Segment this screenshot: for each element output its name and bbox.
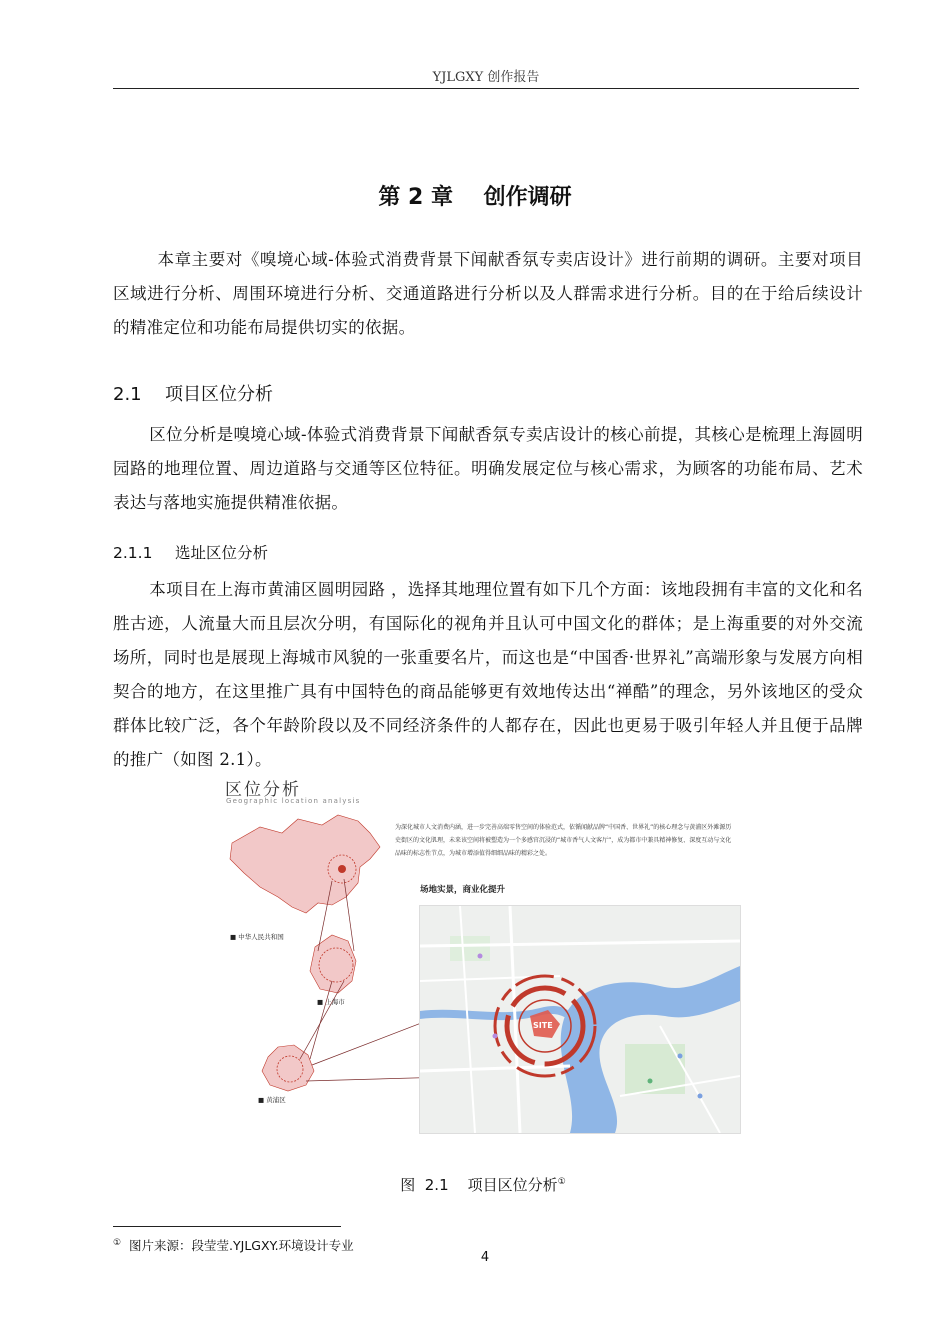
section-title: 项目区位分析 xyxy=(165,384,273,405)
footnote-text: 图片来源：段莹莹.YJLGXY.环境设计专业 xyxy=(121,1238,354,1253)
map-poi xyxy=(698,1094,703,1099)
label-shanghai: ■ 上海市 xyxy=(317,998,345,1006)
connector-line xyxy=(310,981,332,1059)
location-analysis-figure xyxy=(220,775,740,1140)
caption-text: 图 2.1 项目区位分析 xyxy=(400,1176,558,1194)
figure-description: 为深化城市人文消费内涵，进一步完善高端零售空间的体验范式，依循闻献品牌“中国香、世界礼”的核心理念与黄浦区外滩源历史街区的文化肌理，未来该空间将被塑造为一个多感官沉浸的“城市香气人文客厅”，成为都市中兼具精神修复、深度互动与文化品味的标志性节点，为城市增添值得细细品味的精彩之处。 xyxy=(395,824,732,857)
section-number: 2.1 xyxy=(113,384,142,405)
figure-title: 区位分析 xyxy=(225,780,301,800)
footnote-rule xyxy=(113,1226,341,1227)
subsection-title: 选址区位分析 xyxy=(175,544,269,562)
header-rule xyxy=(113,88,859,89)
street-map xyxy=(419,905,741,1134)
shanghai-map-shape xyxy=(310,935,356,993)
map-poi xyxy=(493,1034,498,1039)
map-poi xyxy=(678,1054,683,1059)
site-label: SITE xyxy=(533,1021,553,1030)
huangpu-map-shape xyxy=(262,1045,314,1091)
china-focus-dot xyxy=(338,865,346,873)
subsection-number: 2.1.1 xyxy=(113,544,153,562)
section-heading-2-1 xyxy=(113,380,273,406)
section-2-1-1-paragraph: 本项目在上海市黄浦区圆明园路 ，选择其地理位置有如下几个方面：该地段拥有丰富的文化和名胜古迹，人流量大而且层次分明，有国际化的视角并且认可中国文化的群体；是上海重要的对外交流场所，同时也是展现上海城市风貌的一张重要名片，而这也是“中国香·世界礼”高端形象与发展方向相契合的地方，在这里推广具有中国特色的商品能够更有效地传达出“禅酷”的理念，另外该地区的受众群体比较广泛，各个年龄阶段以及不同经济条件的人都存在，因此也更易于吸引年轻人并且便于品牌的推广（如图 2.1）。 xyxy=(113,580,863,769)
footnote-mark: ① xyxy=(113,1237,122,1248)
page-number: 4 xyxy=(480,1250,490,1265)
china-map-shape xyxy=(230,815,380,913)
section-heading-2-1-1 xyxy=(113,541,268,563)
chapter-title: 第 2 章 创作调研 xyxy=(378,185,572,210)
map-heading: 场地实景，商业化提升 xyxy=(420,885,506,895)
intro-paragraph: 本章主要对《嗅境心域-体验式消费背景下闻献香氛专卖店设计》进行前期的调研。主要对项目区域进行分析、周围环境进行分析、交通道路进行分析以及人群需求进行分析。目的在于给后续设计的精准定位和功能布局提供切实的依据。 xyxy=(113,250,863,337)
caption-footnote-mark: ① xyxy=(557,1177,566,1187)
connector-line xyxy=(300,981,344,1059)
figure-caption xyxy=(0,1174,950,1195)
figure-subtitle: Geographic location analysis xyxy=(226,797,361,805)
map-poi xyxy=(648,1079,653,1084)
label-china: ■ 中华人民共和国 xyxy=(230,933,284,941)
map-poi xyxy=(478,954,483,959)
street-map-graphic xyxy=(420,906,740,1133)
running-header: YJLGXY 创作报告 xyxy=(432,70,540,85)
map-park xyxy=(450,936,490,961)
section-2-1-paragraph: 区位分析是嗅境心域-体验式消费背景下闻献香氛专卖店设计的核心前提，其核心是梳理上海圆明园路的地理位置、周边道路与交通等区位特征。明确发展定位与核心需求，为顾客的功能布局、艺术表达与落地实施提供精准依据。 xyxy=(113,425,863,512)
label-huangpu: ■ 黄浦区 xyxy=(258,1096,286,1104)
